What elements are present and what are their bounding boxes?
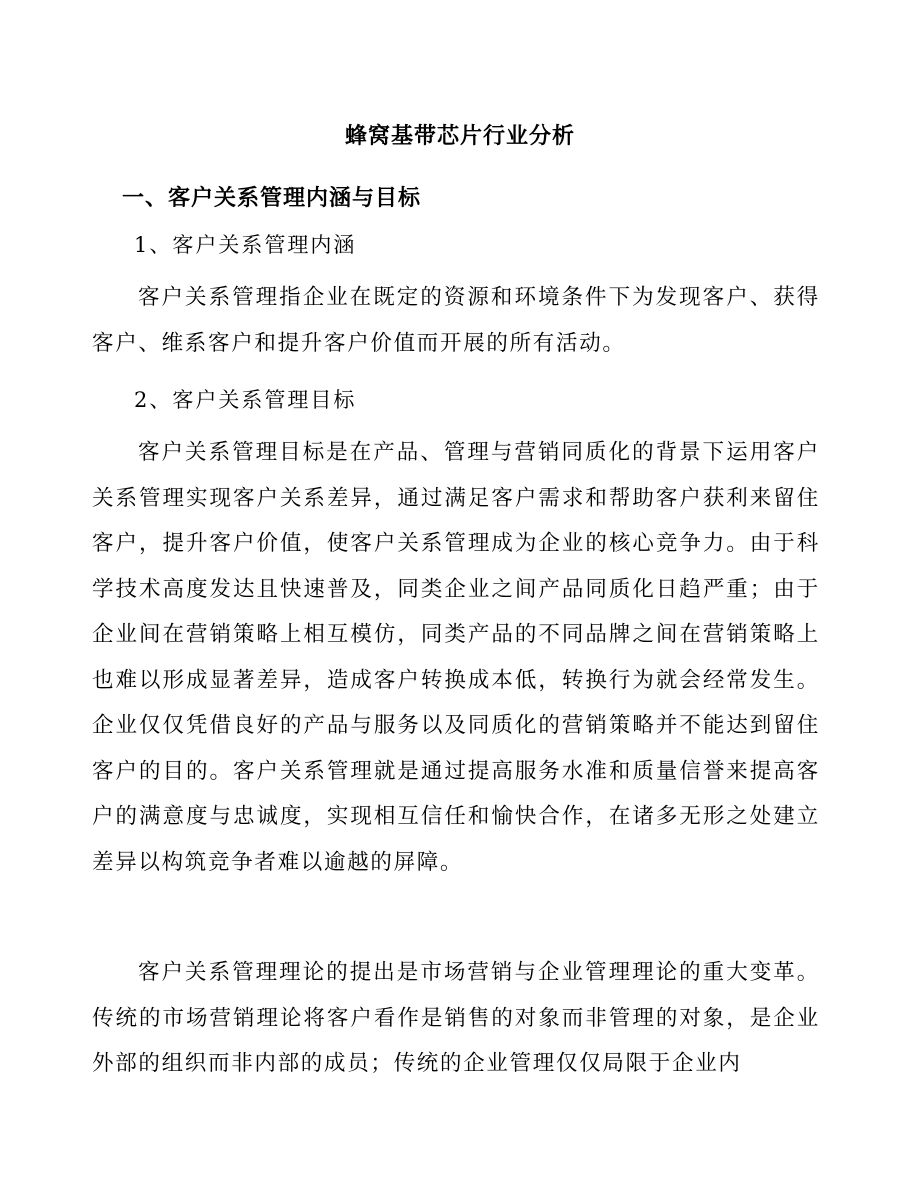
section-heading: 一、客户关系管理内涵与目标 xyxy=(122,185,422,211)
subsection-heading-goals: 2、客户关系管理目标 xyxy=(134,388,357,412)
paragraph-goals: 客户关系管理目标是在产品、管理与营销同质化的背景下运用客户关系管理实现客户关系差异，通过满足客户需求和帮助客户获利来留住客户，提升客户价值，使客户关系管理成为企业的核心竞争力。由于科学技术高度发达且快速普及，同类企业之间产品同质化日趋严重；由于企业间在营销策略上相互模仿，同类产品的不同品牌之间在营销策略上也难以形成显著差异，造成客户转换成本低，转换行为就会经常发生。企业仅仅凭借良好的产品与服务以及同质化的营销策略并不能达到留住客户的目的。客户关系管理就是通过提高服务水准和质量信誉来提高客户的满意度与忠诚度，实现相互信任和愉快合作，在诸多无形之处建立差异以构筑竞争者难以逾越的屏障。 xyxy=(92,440,820,875)
paragraph-theory: 客户关系管理理论的提出是市场营销与企业管理理论的重大变革。传统的市场营销理论将客户看作是销售的对象而非管理的对象，是企业外部的组织而非内部的成员；传统的企业管理仅仅局限于企业内 xyxy=(92,960,820,1076)
paragraph-connotation: 客户关系管理指企业在既定的资源和环境条件下为发现客户、获得客户、维系客户和提升客户价值而开展的所有活动。 xyxy=(92,285,820,356)
document-title: 蜂窝基带芯片行业分析 xyxy=(344,123,575,149)
subsection-heading-connotation: 1、客户关系管理内涵 xyxy=(134,233,357,257)
